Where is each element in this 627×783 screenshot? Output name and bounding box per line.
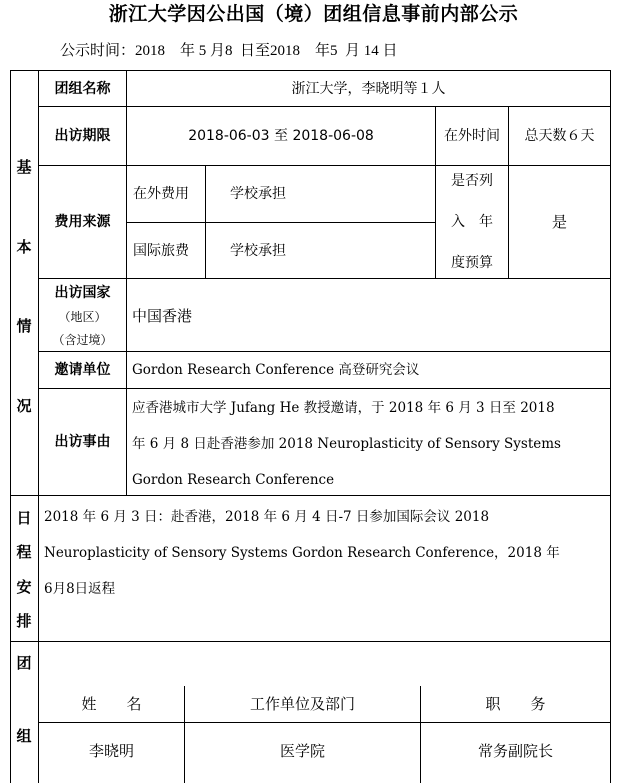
schedule-line: Neuroplasticity of Sensory Systems Gordon Research Conference，2018 年 — [44, 545, 560, 561]
group-char: 组 — [16, 727, 32, 745]
schedule-char: 安 — [16, 577, 32, 596]
group-char: 团 — [16, 654, 32, 672]
inviter-label: 邀请单位 — [54, 362, 111, 378]
purpose-value — [132, 390, 606, 498]
member-header-unit: 工作单位及部门 — [249, 695, 355, 713]
group-name-label: 团组名称 — [54, 80, 111, 97]
days-abroad-label: 在外时间 — [444, 128, 500, 144]
inviter-value: Gordon Research Conference 高登研究会议 — [132, 362, 420, 378]
purpose-line: Gordon Research Conference — [132, 472, 335, 488]
group-label — [6, 652, 42, 746]
in-budget-line: 度预算 — [451, 255, 493, 271]
country-label-line: 出访国家 — [54, 285, 111, 301]
schedule-label — [6, 507, 42, 631]
schedule-line: 6月8日返程 — [44, 581, 116, 597]
member-header-name: 姓 名 — [81, 695, 142, 713]
days-abroad-value: 总天数６天 — [524, 128, 595, 144]
member-row-title: 常务副院长 — [477, 742, 553, 760]
basic-info-char: 情 — [16, 317, 32, 336]
publicity-period: 公示时间：2018 年 5 月8 日至2018 年5 月 14 日 — [60, 43, 398, 59]
basic-info-char: 基 — [16, 158, 32, 176]
member-row-name: 李晓明 — [88, 742, 134, 760]
in-budget-line: 入 年 — [451, 214, 493, 230]
group-name-value: 浙江大学，李晓明等１人 — [291, 80, 446, 97]
schedule-char: 排 — [16, 611, 32, 630]
basic-info-char: 本 — [16, 237, 32, 256]
basic-info-char: 况 — [16, 396, 32, 415]
country-label-line: （含过境） — [52, 333, 113, 347]
in-budget-line: 是否列 — [451, 173, 493, 189]
visit-period-label: 出访期限 — [54, 128, 111, 144]
country-label — [39, 284, 126, 348]
schedule-char: 日 — [16, 509, 32, 527]
schedule-char: 程 — [16, 543, 32, 562]
basic-info-label — [6, 156, 42, 416]
in-budget-label — [436, 172, 508, 272]
visit-period-value: 2018-06-03 至 2018-06-08 — [188, 128, 374, 144]
schedule-text — [44, 499, 606, 607]
page-title: 浙江大学因公出国（境）团组信息事前内部公示 — [108, 3, 519, 25]
abroad-cost-label: 在外费用 — [133, 186, 189, 202]
intl-travel-value: 学校承担 — [230, 242, 286, 259]
member-row-unit: 医学院 — [279, 742, 325, 760]
purpose-label: 出访事由 — [54, 434, 111, 450]
in-budget-value: 是 — [551, 213, 567, 231]
member-header-title: 职 务 — [485, 695, 546, 713]
abroad-cost-value: 学校承担 — [230, 186, 286, 202]
intl-travel-label: 国际旅费 — [133, 242, 189, 259]
funding-source-label: 费用来源 — [54, 214, 111, 230]
purpose-line: 年 6 月 8 日赴香港参加 2018 Neuroplasticity of Sensory Systems — [132, 436, 561, 452]
country-value: 中国香港 — [132, 307, 193, 325]
schedule-line: 2018 年 6 月 3 日：赴香港，2018 年 6 月 4 日-7 日参加国际会议 2018 — [44, 509, 490, 525]
purpose-line: 应香港城市大学 Jufang He 教授邀请，于 2018 年 6 月 3 日至 2018 — [132, 400, 555, 416]
country-label-line: （地区） — [58, 310, 107, 324]
